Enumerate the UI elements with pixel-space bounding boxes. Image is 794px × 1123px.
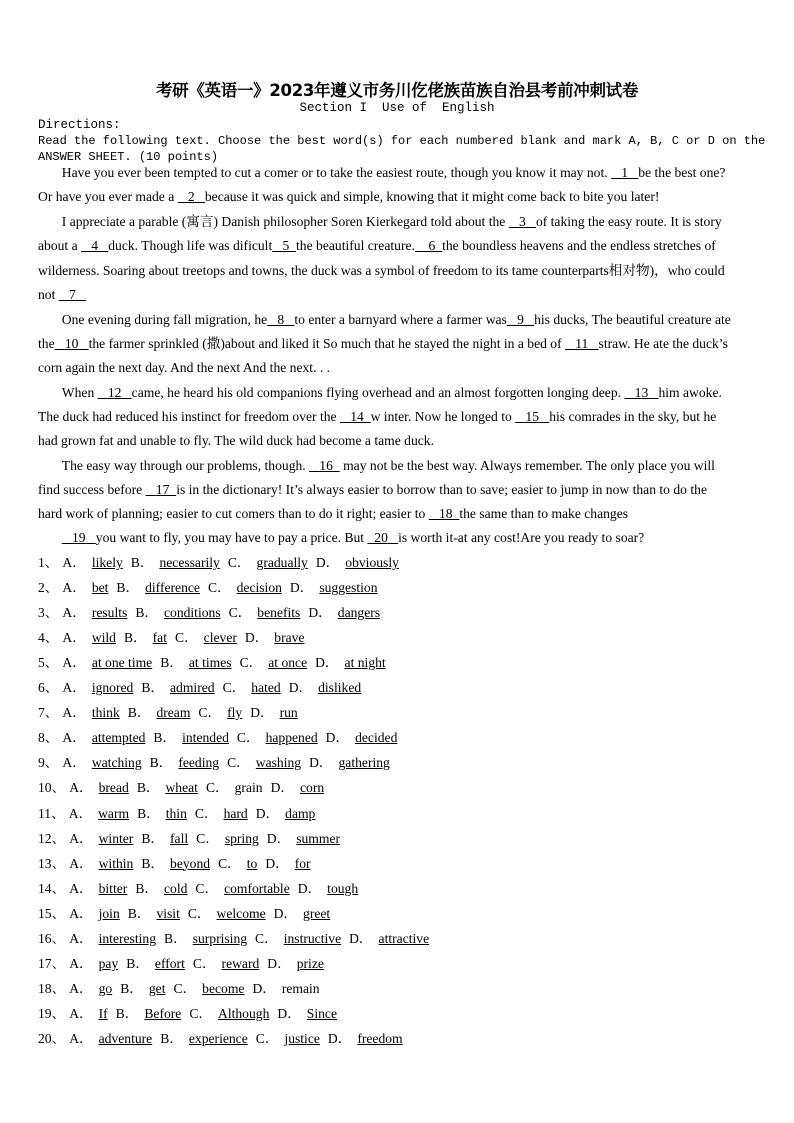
passage-line: about a 4 duck. Though life was dificult 5 the beautiful creature. 6 the boundless heavens and the endless stretches of — [38, 238, 716, 253]
passage-line: One evening during fall migration, he 8 to enter a barnyard where a farmer was 9 his ducks, The beautiful creature ate — [61, 312, 731, 327]
option-b[interactable]: wheat — [165, 780, 198, 796]
option-a[interactable]: ignored — [91, 680, 134, 696]
option-letter: D． — [297, 880, 322, 896]
option-b[interactable]: dream — [156, 705, 191, 721]
option-a[interactable]: wild — [91, 630, 116, 646]
option-letter: C． — [218, 855, 241, 871]
option-letter: D． — [252, 980, 276, 996]
option-b[interactable]: experience — [188, 1030, 248, 1046]
option-letter: A． — [68, 805, 93, 821]
option-letter: D． — [325, 730, 350, 746]
blank-9: 9 — [517, 312, 524, 327]
question-row — [38, 754, 390, 772]
question-number: 17、 — [38, 955, 66, 971]
question-number: 15、 — [38, 905, 66, 921]
question-row — [38, 855, 311, 873]
option-letter: B． — [120, 980, 143, 996]
option-letter: B． — [141, 680, 165, 696]
blank-7: 7 — [68, 287, 76, 302]
option-letter: A． — [69, 880, 93, 896]
question-number: 4、 — [38, 630, 59, 646]
option-a[interactable]: adventure — [98, 1030, 153, 1046]
option-b[interactable]: fall — [170, 830, 189, 846]
option-d[interactable]: at night — [344, 655, 386, 671]
option-letter: D． — [266, 830, 291, 846]
option-letter: C． — [227, 755, 250, 771]
option-b[interactable]: conditions — [163, 605, 221, 621]
question-row — [38, 679, 361, 697]
option-d[interactable]: tough — [327, 880, 359, 896]
option-letter: C． — [173, 980, 197, 996]
question-row — [38, 930, 429, 948]
option-letter: C． — [195, 880, 219, 896]
passage-line: The duck had reduced his instinct for freedom over the 14 w inter. Now he longed to 15 his comrades in the sky, but he — [38, 409, 717, 424]
passage-line: hard work of planning; easier to cut comers than to do it right; easier to 18 the same than to make changes — [38, 506, 629, 521]
option-c[interactable]: Although — [218, 1005, 270, 1021]
question-number: 1、 — [38, 555, 59, 570]
option-letter: B． — [115, 1005, 139, 1021]
option-b[interactable]: visit — [156, 905, 180, 921]
option-letter: C． — [198, 705, 222, 721]
option-a[interactable]: If — [98, 1005, 108, 1021]
question-row — [38, 805, 315, 823]
option-letter: D． — [315, 555, 340, 570]
passage-line: wilderness. Soaring about treetops and towns, the duck was a symbol of freedom to its tame counterparts相对物)，who could — [38, 263, 725, 278]
option-c[interactable]: fly — [227, 705, 243, 721]
passage-line: not 7 — [38, 286, 763, 304]
option-b[interactable]: Before — [144, 1005, 182, 1021]
option-b[interactable]: cold — [163, 880, 188, 896]
option-a[interactable]: at one time — [91, 655, 153, 671]
question-row — [38, 830, 340, 848]
option-letter: D． — [309, 755, 333, 771]
blank-1: 1 — [621, 165, 629, 180]
option-letter: D． — [244, 630, 269, 646]
question-number: 10、 — [38, 780, 66, 796]
exam-title: 考研《英语一》2023年遵义市务川仡佬族苗族自治县考前冲刺试卷 — [155, 81, 639, 100]
option-letter: B． — [123, 630, 147, 646]
option-letter: A． — [62, 680, 86, 696]
option-a[interactable]: within — [98, 855, 134, 871]
option-a[interactable]: likely — [91, 555, 123, 570]
blank-14: 14 — [350, 409, 364, 424]
option-letter: A． — [62, 705, 86, 721]
blank-17: 17 — [155, 482, 170, 497]
blank-18: 18 — [438, 506, 453, 521]
option-letter: B． — [160, 655, 183, 671]
question-row — [38, 579, 378, 597]
option-a[interactable]: pay — [98, 955, 119, 971]
directions-line: Read the following text. Choose the best word(s) for each numbered blank and mark A, B, C or D on the — [38, 134, 766, 148]
option-letter: C． — [192, 955, 216, 971]
option-letter: B． — [126, 955, 149, 971]
option-letter: A． — [62, 630, 86, 646]
option-d[interactable]: damp — [285, 805, 316, 821]
option-c[interactable]: at once — [268, 655, 308, 671]
option-d[interactable]: Since — [306, 1005, 337, 1021]
option-letter: A． — [62, 605, 86, 621]
blank-4: 4 — [91, 238, 99, 253]
option-c[interactable]: welcome — [216, 905, 266, 921]
option-d[interactable]: attractive — [378, 930, 430, 946]
option-letter: A． — [69, 855, 93, 871]
question-row — [38, 980, 320, 998]
passage-line: had grown fat and unable to fly. The wild duck had become a tame duck. — [38, 433, 434, 448]
option-letter: C． — [175, 630, 198, 646]
passage-line: Or have you ever made a 2 because it was quick and simple, knowing that it might come back to bite you later! — [38, 189, 660, 204]
option-c[interactable]: spring — [224, 830, 259, 846]
section-title: Section I Use of English — [299, 101, 495, 115]
question-row — [38, 554, 399, 572]
option-letter: D． — [277, 1005, 301, 1021]
question-row — [38, 1030, 403, 1048]
question-row — [38, 629, 305, 647]
option-d[interactable]: corn — [299, 780, 325, 796]
blank-10: 10 — [64, 336, 79, 351]
option-letter: D． — [273, 905, 298, 921]
question-number: 2、 — [38, 580, 59, 596]
option-c[interactable]: instructive — [283, 930, 342, 946]
option-letter: C． — [194, 805, 218, 821]
blank-2: 2 — [187, 189, 195, 204]
option-a[interactable]: bitter — [98, 880, 128, 896]
question-row — [38, 604, 380, 622]
option-letter: A． — [69, 930, 93, 946]
option-letter: B． — [141, 830, 165, 846]
option-c[interactable]: reward — [221, 955, 260, 971]
option-b[interactable]: at times — [188, 655, 232, 671]
option-b[interactable]: fat — [152, 630, 167, 646]
option-letter: B． — [149, 755, 173, 771]
option-letter: A． — [62, 555, 86, 570]
option-d[interactable]: brave — [274, 630, 305, 646]
option-a[interactable]: attempted — [91, 730, 146, 746]
option-c[interactable]: hard — [223, 805, 248, 821]
option-b[interactable]: feeding — [178, 755, 220, 771]
blank-16: 16 — [319, 458, 333, 473]
question-number: 9、 — [38, 755, 59, 771]
question-number: 8、 — [38, 730, 59, 746]
option-letter: B． — [127, 905, 151, 921]
passage-line: the 10 the farmer sprinkled (撒)about and liked it So much that he stayed the night in a bed of 11 straw. He ate the duck’s — [38, 336, 728, 351]
blank-13: 13 — [634, 385, 649, 400]
question-number: 18、 — [38, 980, 66, 996]
question-row — [38, 1005, 337, 1023]
option-letter: A． — [69, 780, 93, 796]
blank-12: 12 — [107, 385, 122, 400]
question-row — [38, 905, 330, 923]
passage-line: Have you ever been tempted to cut a comer or to take the easiest route, though you know it may not. 1 be the best one? — [61, 165, 726, 180]
question-number: 14、 — [38, 880, 66, 896]
question-row — [38, 955, 324, 973]
question-number: 19、 — [38, 1005, 66, 1021]
option-a[interactable]: go — [98, 980, 113, 996]
option-letter: C． — [239, 655, 263, 671]
option-b[interactable]: surprising — [192, 930, 248, 946]
option-letter: A． — [69, 1030, 93, 1046]
option-a[interactable]: winter — [98, 830, 134, 846]
question-row — [38, 880, 358, 898]
option-letter: D． — [349, 930, 373, 946]
option-letter: C． — [207, 580, 231, 596]
option-c[interactable]: justice — [284, 1030, 320, 1046]
passage-line: I appreciate a parable (寓言) Danish philosopher Soren Kierkegard told about the 3 of taking the easy route. It is story — [61, 214, 722, 229]
option-b[interactable]: effort — [154, 955, 185, 971]
option-letter: C． — [255, 1030, 279, 1046]
option-b[interactable]: thin — [165, 805, 187, 821]
option-a[interactable]: warm — [98, 805, 130, 821]
question-number: 12、 — [38, 830, 66, 846]
option-a[interactable]: join — [98, 905, 120, 921]
option-c[interactable]: become — [202, 980, 245, 996]
option-c[interactable]: gradually — [256, 555, 308, 570]
option-letter: B． — [135, 880, 158, 896]
option-c[interactable]: comfortable — [224, 880, 290, 896]
option-letter: C． — [196, 830, 219, 846]
option-letter: B． — [130, 555, 154, 570]
option-d[interactable]: freedom — [357, 1030, 403, 1046]
option-letter: B． — [135, 605, 158, 621]
option-letter: A． — [69, 830, 93, 846]
question-row — [38, 704, 298, 722]
option-d[interactable]: gathering — [338, 755, 390, 771]
question-number: 11、 — [38, 805, 65, 821]
question-number: 5、 — [38, 655, 59, 671]
option-letter: D． — [289, 580, 314, 596]
option-letter: C． — [228, 605, 252, 621]
option-letter: D． — [250, 705, 274, 721]
option-d[interactable]: greet — [303, 905, 331, 921]
option-letter: D． — [265, 855, 289, 871]
option-c[interactable]: to — [246, 855, 258, 871]
option-d[interactable]: disliked — [318, 680, 362, 696]
option-b[interactable]: admired — [170, 680, 215, 696]
option-letter: C． — [255, 930, 278, 946]
blank-19: 19 — [72, 530, 86, 545]
option-letter: D． — [267, 955, 291, 971]
option-letter: D． — [308, 605, 332, 621]
blank-20: 20 — [374, 530, 388, 545]
option-a[interactable]: bet — [91, 580, 109, 596]
question-number: 7、 — [38, 705, 59, 721]
blank-11: 11 — [575, 336, 589, 351]
blank-6: 6 — [428, 238, 436, 253]
option-letter: A． — [62, 730, 86, 746]
option-a[interactable]: think — [91, 705, 120, 721]
option-d[interactable]: for — [294, 855, 311, 871]
directions-text — [38, 134, 766, 165]
option-letter: D． — [315, 655, 339, 671]
option-letter: A． — [69, 980, 93, 996]
passage-line: find success before 17 is in the dictionary! It’s always easier to borrow than to save; easier to jump in now than to do the — [38, 482, 707, 497]
option-letter: D． — [327, 1030, 352, 1046]
question-number: 16、 — [38, 930, 66, 946]
option-a[interactable]: watching — [91, 755, 142, 771]
option-a[interactable]: results — [91, 605, 128, 621]
blank-5: 5 — [282, 238, 290, 253]
option-letter: B． — [141, 855, 165, 871]
question-row — [38, 729, 397, 747]
option-letter: B． — [127, 705, 151, 721]
blank-15: 15 — [525, 409, 539, 424]
option-b[interactable]: necessarily — [159, 555, 220, 570]
option-letter: A． — [69, 955, 93, 971]
passage-line: The easy way through our problems, though. 16 may not be the best way. Always remember. The only place you will — [61, 458, 715, 473]
directions-line: ANSWER SHEET. (10 points) — [38, 149, 219, 164]
option-c[interactable]: decision — [236, 580, 282, 596]
option-d[interactable]: suggestion — [319, 580, 378, 596]
option-letter: D． — [288, 680, 313, 696]
option-c[interactable]: happened — [265, 730, 318, 746]
option-letter: B． — [164, 930, 187, 946]
option-d[interactable]: remain — [281, 980, 320, 996]
option-letter: B． — [160, 1030, 183, 1046]
question-number: 3、 — [38, 605, 59, 621]
option-letter: C． — [205, 780, 229, 796]
option-d[interactable]: dangers — [337, 605, 381, 621]
option-letter: B． — [116, 580, 140, 596]
option-letter: A． — [69, 905, 93, 921]
option-a[interactable]: interesting — [98, 930, 156, 946]
option-letter: D． — [255, 805, 280, 821]
passage-line: 19 you want to fly, you may have to pay a price. But 20 is worth it-at any cost!Are you ready to soar? — [38, 529, 763, 547]
option-d[interactable]: decided — [355, 730, 398, 746]
passage-line: corn again the next day. And the next And the next. . . — [38, 360, 331, 375]
option-d[interactable]: prize — [296, 955, 324, 971]
option-letter: C． — [227, 555, 251, 570]
option-c[interactable]: clever — [203, 630, 237, 646]
blank-3: 3 — [518, 214, 526, 229]
option-letter: C． — [189, 1005, 213, 1021]
option-b[interactable]: intended — [182, 730, 229, 746]
option-letter: B． — [137, 805, 160, 821]
passage-line: When 12 came, he heard his old companions flying overhead and an almost forgotten longing deep. 13 him awoke. — [61, 385, 722, 400]
option-b[interactable]: difference — [145, 580, 200, 596]
option-c[interactable]: grain — [234, 780, 263, 796]
directions-heading: Directions: — [38, 118, 121, 132]
blank-8: 8 — [277, 312, 285, 327]
option-letter: A． — [62, 655, 86, 671]
option-c[interactable]: benefits — [257, 605, 301, 621]
option-letter: B． — [153, 730, 177, 746]
option-letter: D． — [270, 780, 294, 796]
question-row — [38, 779, 324, 797]
option-b[interactable]: beyond — [170, 855, 211, 871]
question-number: 20、 — [38, 1030, 66, 1046]
question-row — [38, 654, 386, 672]
option-a[interactable]: bread — [98, 780, 129, 796]
option-d[interactable]: summer — [296, 830, 341, 846]
option-c[interactable]: hated — [251, 680, 281, 696]
option-b[interactable]: get — [148, 980, 166, 996]
question-number: 13、 — [38, 855, 66, 871]
option-letter: A． — [62, 755, 86, 771]
option-d[interactable]: obviously — [345, 555, 399, 570]
option-letter: C． — [222, 680, 246, 696]
question-number: 6、 — [38, 680, 59, 696]
option-d[interactable]: run — [279, 705, 298, 721]
option-letter: A． — [69, 1005, 93, 1021]
option-letter: C． — [236, 730, 260, 746]
option-letter: C． — [187, 905, 211, 921]
option-letter: A． — [62, 580, 86, 596]
option-letter: B． — [136, 780, 160, 796]
option-c[interactable]: washing — [255, 755, 302, 771]
